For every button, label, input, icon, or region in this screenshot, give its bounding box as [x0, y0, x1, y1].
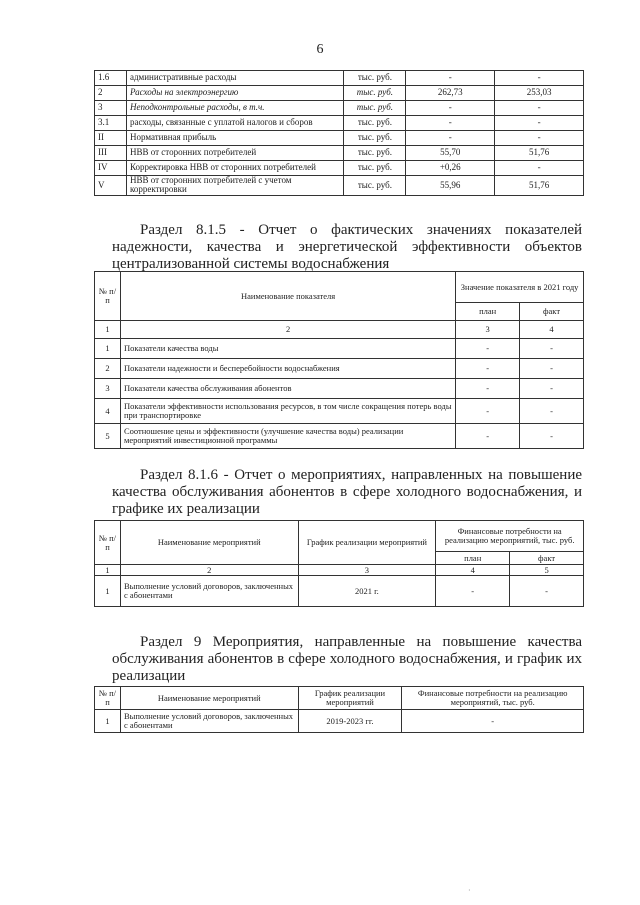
- row-name: Нормативная прибыль: [126, 131, 344, 146]
- table-row: [95, 161, 584, 176]
- row-fact: -: [520, 379, 584, 399]
- row-num: IV: [95, 161, 127, 176]
- row-value-2: -: [495, 101, 584, 116]
- row-name: Соотношение цены и эффективности (улучшение качества воды) реализации мероприятий инвестиционной программы: [120, 424, 455, 449]
- row-value-2: -: [495, 71, 584, 86]
- index-cell: 3: [298, 565, 436, 576]
- row-value-1: -: [406, 71, 495, 86]
- row-unit: тыс. руб.: [344, 101, 406, 116]
- row-name: Показатели качества обслуживания абонентов: [120, 379, 455, 399]
- row-name: Показатели качества воды: [120, 339, 455, 359]
- col-plan-header: план: [436, 552, 510, 565]
- col-fin-header: Финансовые потребности на реализацию мероприятий, тыс. руб.: [436, 521, 584, 552]
- section-9-heading: Раздел 9 Мероприятия, направленные на повышение качества обслуживания абонентов в сфере холодного водоснабжения, и график их реализации: [112, 634, 582, 684]
- index-cell: 3: [456, 321, 520, 339]
- row-num: II: [95, 131, 127, 146]
- indicators-table: [94, 271, 584, 449]
- row-num: V: [95, 176, 127, 196]
- row-fact: -: [510, 576, 584, 607]
- index-cell: 4: [520, 321, 584, 339]
- row-unit: тыс. руб.: [344, 86, 406, 101]
- table-row: [95, 424, 584, 449]
- col-num-header: № п/п: [95, 521, 121, 565]
- col-fin-header: Финансовые потребности на реализацию мероприятий, тыс. руб.: [402, 687, 584, 710]
- row-name: расходы, связанные с уплатой налогов и сборов: [126, 116, 344, 131]
- section-815-heading: Раздел 8.1.5 - Отчет о фактических значениях показателей надежности, качества и энергетической эффективности объектов централизованной системы водоснабжения: [112, 222, 582, 272]
- row-num: 1: [95, 339, 121, 359]
- row-value-1: -: [406, 116, 495, 131]
- schedule-table: [94, 686, 584, 733]
- row-value-1: 262,73: [406, 86, 495, 101]
- row-value-2: 51,76: [495, 146, 584, 161]
- table-row: [95, 399, 584, 424]
- table-row: [95, 176, 584, 196]
- index-cell: 1: [95, 321, 121, 339]
- row-name: административные расходы: [126, 71, 344, 86]
- col-plan-header: план: [456, 303, 520, 321]
- row-value-1: 55,70: [406, 146, 495, 161]
- row-schedule: 2021 г.: [298, 576, 436, 607]
- table-row: [95, 101, 584, 116]
- row-fact: -: [520, 399, 584, 424]
- section-816-heading: Раздел 8.1.6 - Отчет о мероприятиях, направленных на повышение качества обслуживания абонентов в сфере холодного водоснабжения, и графике их реализации: [112, 467, 582, 517]
- row-value-2: -: [495, 161, 584, 176]
- row-num: 3: [95, 101, 127, 116]
- measures-table: [94, 520, 584, 607]
- index-cell: 2: [120, 321, 455, 339]
- row-plan: -: [456, 339, 520, 359]
- row-num: 1.6: [95, 71, 127, 86]
- scan-mark: ·: [468, 886, 471, 895]
- col-name-header: Наименование показателя: [120, 272, 455, 321]
- row-value-1: -: [406, 101, 495, 116]
- row-plan: -: [456, 379, 520, 399]
- index-cell: 5: [510, 565, 584, 576]
- row-unit: тыс. руб.: [344, 131, 406, 146]
- row-schedule: 2019-2023 гг.: [298, 710, 402, 733]
- page-number: 6: [316, 42, 324, 57]
- table-row: [95, 339, 584, 359]
- cost-table: [94, 70, 584, 196]
- col-fact-header: факт: [520, 303, 584, 321]
- index-cell: 2: [120, 565, 298, 576]
- row-unit: тыс. руб.: [344, 161, 406, 176]
- row-name: Выполнение условий договоров, заключенных с абонентами: [120, 576, 298, 607]
- row-name: Показатели эффективности использования ресурсов, в том числе сокращения потерь воды при транспортировке: [120, 399, 455, 424]
- table-row: [95, 710, 584, 733]
- row-plan: -: [456, 399, 520, 424]
- col-name-header: Наименование мероприятий: [120, 687, 298, 710]
- col-fact-header: факт: [510, 552, 584, 565]
- row-fact: -: [520, 424, 584, 449]
- row-fact: -: [520, 339, 584, 359]
- row-name: Показатели надежности и бесперебойности водоснабжения: [120, 359, 455, 379]
- row-num: 3.1: [95, 116, 127, 131]
- col-schedule-header: График реализации мероприятий: [298, 687, 402, 710]
- row-num: 3: [95, 379, 121, 399]
- row-fact: -: [520, 359, 584, 379]
- row-name: Корректировка НВВ от сторонних потребителей: [126, 161, 344, 176]
- row-value-1: -: [406, 131, 495, 146]
- row-value-2: -: [495, 116, 584, 131]
- row-value-1: +0,26: [406, 161, 495, 176]
- row-fin: -: [402, 710, 584, 733]
- row-value-1: 55,96: [406, 176, 495, 196]
- table-row: [95, 146, 584, 161]
- table-row: [95, 86, 584, 101]
- row-name: Неподконтрольные расходы, в т.ч.: [126, 101, 344, 116]
- table-row: [95, 71, 584, 86]
- row-name: Выполнение условий договоров, заключенных с абонентами: [120, 710, 298, 733]
- index-cell: 4: [436, 565, 510, 576]
- col-schedule-header: График реализации мероприятий: [298, 521, 436, 565]
- row-num: 1: [95, 576, 121, 607]
- index-cell: 1: [95, 565, 121, 576]
- row-name: НВВ от сторонних потребителей с учетом корректировки: [126, 176, 344, 196]
- row-num: 2: [95, 86, 127, 101]
- row-plan: -: [456, 424, 520, 449]
- col-value-header: Значение показателя в 2021 году: [456, 272, 584, 303]
- table-row: [95, 131, 584, 146]
- row-name: Расходы на электроэнергию: [126, 86, 344, 101]
- row-num: 1: [95, 710, 121, 733]
- row-unit: тыс. руб.: [344, 146, 406, 161]
- table-row: [95, 116, 584, 131]
- table-row: [95, 576, 584, 607]
- row-num: III: [95, 146, 127, 161]
- row-num: 5: [95, 424, 121, 449]
- row-num: 2: [95, 359, 121, 379]
- table-row: [95, 359, 584, 379]
- row-value-2: 51,76: [495, 176, 584, 196]
- col-num-header: № п/п: [95, 687, 121, 710]
- row-value-2: -: [495, 131, 584, 146]
- row-unit: тыс. руб.: [344, 71, 406, 86]
- row-plan: -: [456, 359, 520, 379]
- row-unit: тыс. руб.: [344, 176, 406, 196]
- row-plan: -: [436, 576, 510, 607]
- row-num: 4: [95, 399, 121, 424]
- row-unit: тыс. руб.: [344, 116, 406, 131]
- col-num-header: № п/п: [95, 272, 121, 321]
- row-name: НВВ от сторонних потребителей: [126, 146, 344, 161]
- col-name-header: Наименование мероприятий: [120, 521, 298, 565]
- table-row: [95, 379, 584, 399]
- row-value-2: 253,03: [495, 86, 584, 101]
